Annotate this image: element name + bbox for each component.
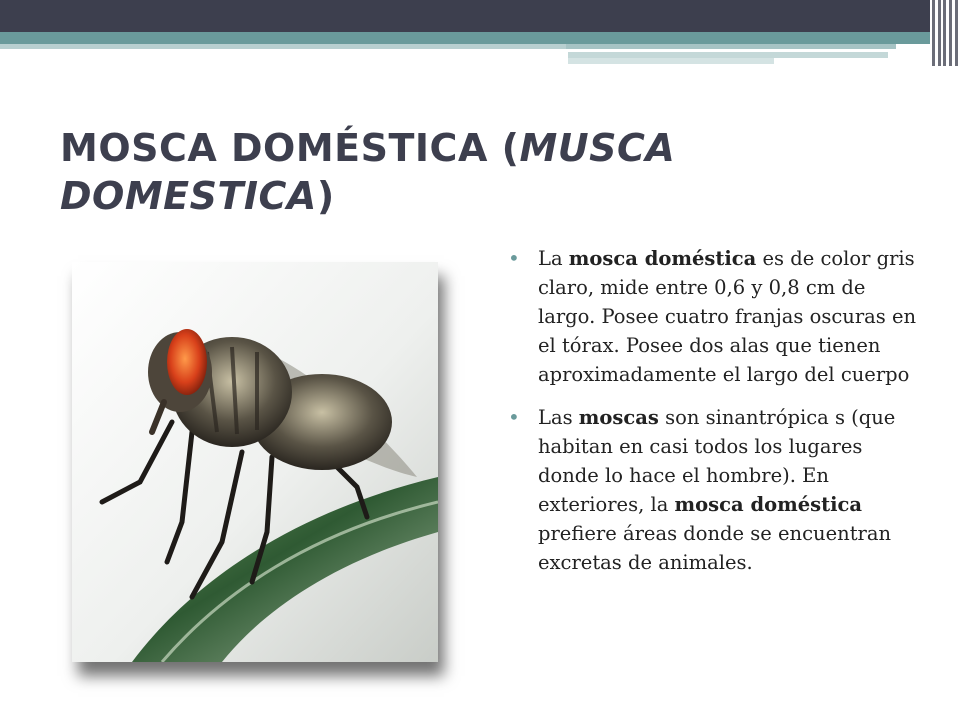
bullet-item bbox=[508, 403, 918, 577]
bullet-bold-term: mosca doméstica bbox=[674, 493, 863, 516]
banner-teal-band bbox=[0, 32, 930, 44]
bullet-bold-term: mosca doméstica bbox=[568, 247, 757, 270]
bullet-text: La bbox=[538, 247, 569, 270]
fly-illustration bbox=[72, 262, 438, 662]
bullet-bold-term: moscas bbox=[578, 406, 659, 429]
bullet-text: prefiere áreas donde se encuentran excretas de animales. bbox=[538, 522, 892, 574]
title-main: MOSCA DOMÉSTICA ( bbox=[60, 126, 520, 170]
banner-stripes bbox=[930, 0, 960, 66]
bullet-text: Las bbox=[538, 406, 579, 429]
slide-title bbox=[60, 124, 780, 220]
bullet-item bbox=[508, 244, 918, 389]
bullet-text: es de color gris claro, mide entre 0,6 y 0,8 cm de largo. Posee cuatro franjas oscuras en el tórax. Posee dos alas que tienen aproximadamente el largo del cuerpo bbox=[538, 247, 917, 386]
fly-photo bbox=[72, 262, 438, 662]
top-banner bbox=[0, 0, 960, 70]
banner-dark-band bbox=[0, 0, 930, 32]
banner-step-lowest bbox=[568, 58, 774, 64]
bullet-list bbox=[508, 244, 918, 591]
title-italic: MUSCA DOMESTICA bbox=[60, 126, 676, 218]
bullet-text: son sinantrópica s (que habitan en casi todos los lugares donde lo hace el hombre). En exteriores, la bbox=[538, 406, 896, 516]
round-bullet-icon: • bbox=[508, 246, 520, 270]
title-close: ) bbox=[316, 174, 335, 218]
fly-eye bbox=[167, 329, 207, 395]
round-bullet-icon: • bbox=[508, 405, 520, 429]
banner-light-band bbox=[0, 44, 566, 49]
